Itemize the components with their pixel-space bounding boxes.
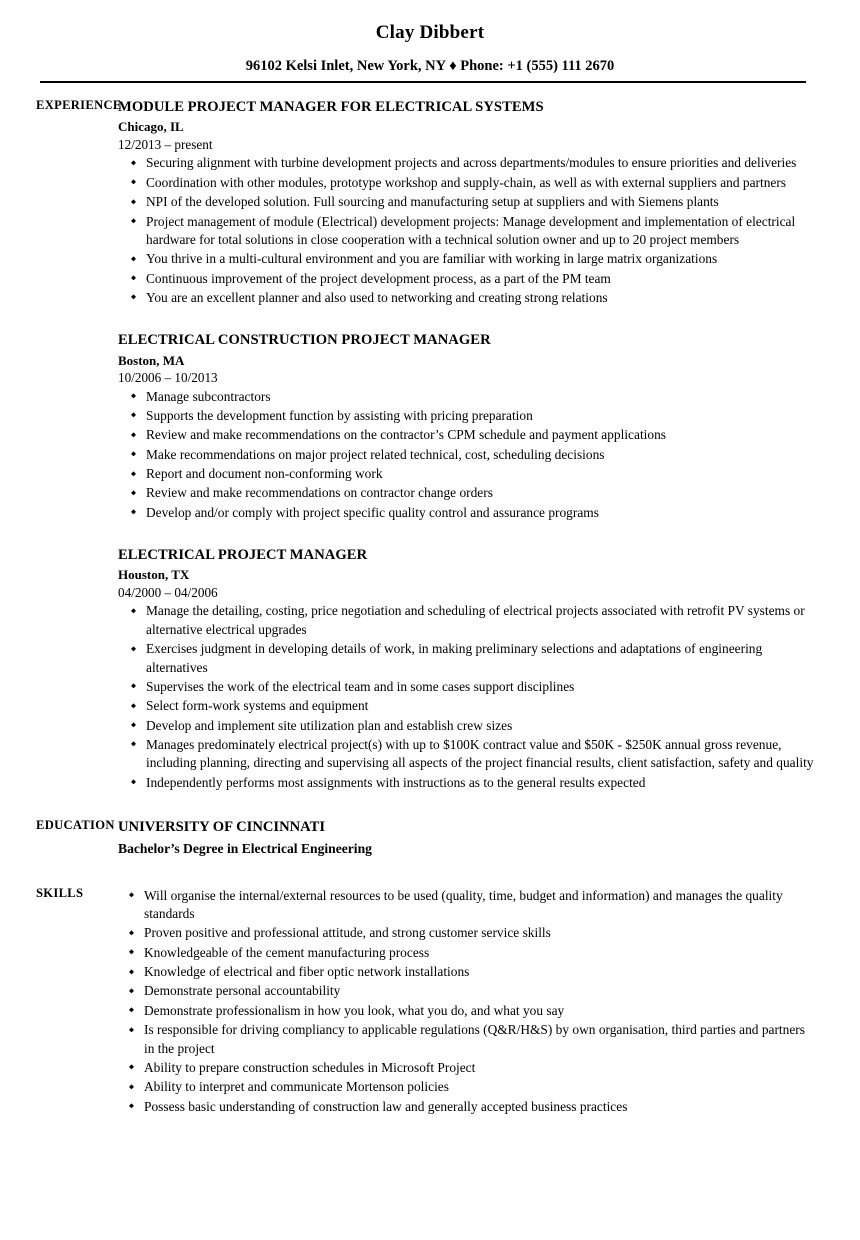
experience-section — [0, 98, 860, 792]
skill-bullet: ◆ Proven positive and professional attitude, and strong customer service skills — [118, 924, 814, 942]
skills-body — [118, 886, 860, 1116]
job-bullet: ◆ Coordination with other modules, prototype workshop and supply-chain, as well as with external suppliers and partners — [118, 174, 814, 192]
job-bullet: ◆ Develop and implement site utilization plan and establish crew sizes — [118, 717, 814, 735]
job-bullet: ◆ You are an excellent planner and also used to networking and creating strong relations — [118, 289, 814, 307]
job-bullet: ◆ Develop and/or comply with project specific quality control and assurance programs — [118, 504, 814, 522]
section-label-skills: SKILLS — [36, 885, 84, 900]
job-title: ELECTRICAL CONSTRUCTION PROJECT MANAGER — [118, 332, 491, 349]
resume-header — [0, 0, 860, 75]
education-section — [0, 818, 860, 858]
job-bullet: ◆ Supports the development function by assisting with pricing preparation — [118, 407, 814, 425]
skill-bullet: ◆ Knowledge of electrical and fiber optic network installations — [118, 963, 814, 981]
skill-bullet: ◆ Demonstrate personal accountability — [118, 982, 814, 1000]
job-location: Chicago, IL — [118, 119, 184, 135]
job-bullet: ◆ Manage subcontractors — [118, 388, 814, 406]
job-bullet: ◆ Report and document non-conforming work — [118, 465, 814, 483]
job-bullet: ◆ Exercises judgment in developing details of work, in making preliminary selections and adaptations of engineering alternatives — [118, 640, 814, 677]
skill-bullet: ◆ Possess basic understanding of construction law and generally accepted business practices — [118, 1098, 814, 1116]
job-location: Boston, MA — [118, 352, 185, 368]
job-dates: 12/2013 – present — [118, 137, 213, 153]
job-bullet: ◆ Select form-work systems and equipment — [118, 697, 814, 715]
skill-bullet: ◆ Is responsible for driving compliancy to applicable regulations (Q&R/H&S) by own organisation, third parties and partners in the project — [118, 1021, 814, 1058]
job-bullet-list — [118, 388, 814, 523]
experience-body — [118, 98, 860, 792]
job-bullet: ◆ Project management of module (Electrical) development projects: Manage development and implementation of electrical hardware for total solutions in close cooperation with a technical solution owner and up to 20 project members — [118, 213, 814, 250]
job-bullet-list — [118, 602, 814, 792]
job-bullet: ◆ NPI of the developed solution. Full sourcing and manufacturing setup at suppliers and with Siemens plants — [118, 193, 814, 211]
job-bullet: ◆ Independently performs most assignments with instructions as to the general results expected — [118, 774, 814, 792]
job-dates: 04/2000 – 04/2006 — [118, 585, 218, 601]
skill-bullet: ◆ Ability to interpret and communicate Mortenson policies — [118, 1078, 814, 1096]
job-bullet: ◆ Continuous improvement of the project development process, as a part of the PM team — [118, 270, 814, 288]
job-title: MODULE PROJECT MANAGER FOR ELECTRICAL SYSTEMS — [118, 99, 544, 116]
job-bullet: ◆ You thrive in a multi-cultural environment and you are familiar with working in large matrix organizations — [118, 250, 814, 268]
job-bullet: ◆ Review and make recommendations on contractor change orders — [118, 484, 814, 502]
job-entry — [118, 331, 814, 522]
education-school: UNIVERSITY OF CINCINNATI — [118, 819, 326, 836]
skill-bullet: ◆ Ability to prepare construction schedules in Microsoft Project — [118, 1059, 814, 1077]
job-title: ELECTRICAL PROJECT MANAGER — [118, 547, 368, 564]
education-body — [118, 818, 860, 858]
job-bullet: ◆ Manages predominately electrical project(s) with up to $100K contract value and $50K - $250K annual gross revenue, including planning, directing and supervising all aspects of the project financial results, client satisfaction, safety and quality — [118, 736, 814, 773]
skill-bullet: ◆ Knowledgeable of the cement manufacturing process — [118, 944, 814, 962]
candidate-contact-line: 96102 Kelsi Inlet, New York, NY ♦ Phone: +1 (555) 111 2670 — [245, 57, 615, 74]
section-label-experience: EXPERIENCE — [36, 98, 122, 113]
header-divider — [40, 81, 806, 83]
skill-bullet: ◆ Demonstrate professionalism in how you look, what you do, and what you say — [118, 1002, 814, 1020]
candidate-name: Clay Dibbert — [375, 22, 485, 43]
section-label-education: EDUCATION — [36, 818, 115, 833]
job-bullet: ◆ Securing alignment with turbine development projects and across departments/modules to ensure priorities and deliveries — [118, 154, 814, 172]
job-bullet: ◆ Supervises the work of the electrical team and in some cases support disciplines — [118, 678, 814, 696]
skill-bullet: ◆ Will organise the internal/external resources to be used (quality, time, budget and information) and manages the quality standards — [118, 887, 814, 924]
job-entry — [118, 546, 814, 792]
job-bullet: ◆ Manage the detailing, costing, price negotiation and scheduling of electrical projects associated with retrofit PV systems or alternative electrical upgrades — [118, 602, 814, 639]
job-bullet: ◆ Review and make recommendations on the contractor’s CPM schedule and payment applications — [118, 426, 814, 444]
job-location: Houston, TX — [118, 567, 190, 583]
skills-section — [0, 886, 860, 1116]
job-dates: 10/2006 – 10/2013 — [118, 370, 218, 386]
job-bullet: ◆ Make recommendations on major project related technical, cost, scheduling decisions — [118, 446, 814, 464]
education-degree: Bachelor’s Degree in Electrical Engineering — [118, 840, 372, 856]
skills-bullet-list — [118, 887, 814, 1116]
job-entry — [118, 98, 814, 307]
job-bullet-list — [118, 154, 814, 307]
